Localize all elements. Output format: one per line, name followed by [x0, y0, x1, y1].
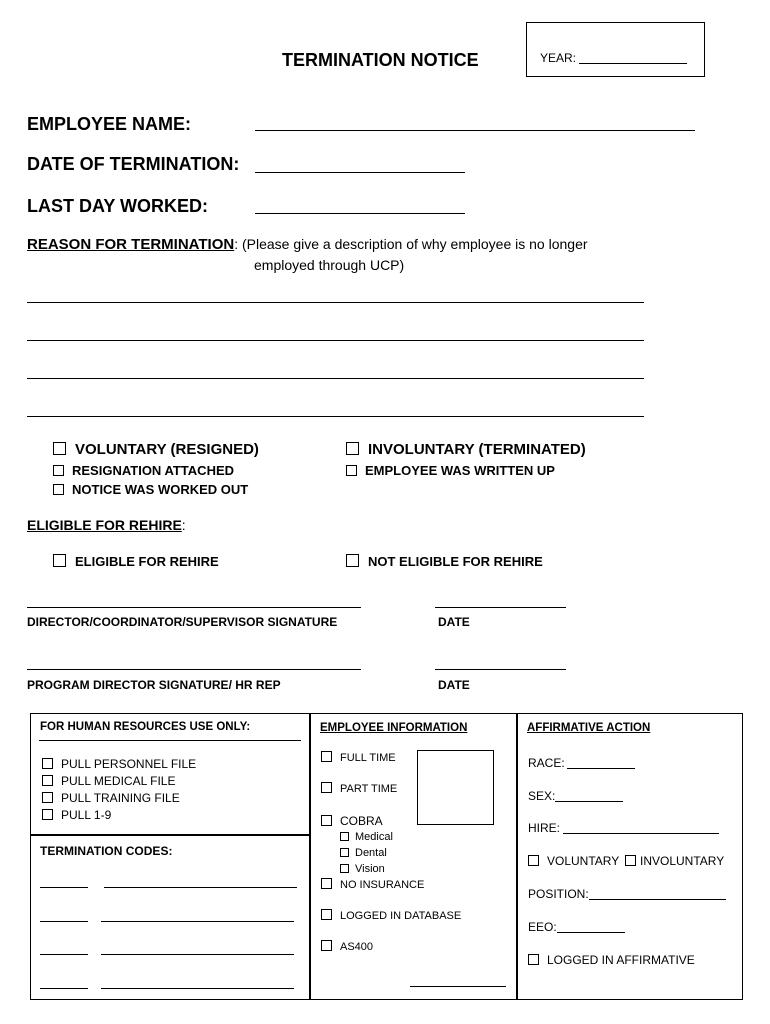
checkbox-icon[interactable] — [42, 775, 53, 786]
cobra-dental-option[interactable]: Dental — [340, 847, 387, 859]
date-label-2: DATE — [438, 678, 470, 692]
sex-label: SEX: — [528, 789, 556, 803]
hire-field[interactable] — [563, 833, 719, 834]
last-day-worked-label: LAST DAY WORKED: — [27, 196, 209, 216]
checkbox-icon[interactable] — [625, 855, 636, 866]
code-description-field[interactable] — [101, 988, 294, 989]
employee-info-field[interactable] — [410, 986, 506, 987]
rehire-label: ELIGIBLE FOR REHIRE — [27, 517, 182, 533]
reason-label: REASON FOR TERMINATION — [27, 236, 235, 253]
checkbox-icon[interactable] — [321, 751, 332, 762]
part-time-option[interactable]: PART TIME — [321, 782, 397, 795]
pull-training-item[interactable]: PULL TRAINING FILE — [42, 791, 180, 805]
code-field[interactable] — [40, 887, 88, 888]
cobra-medical-option[interactable]: Medical — [340, 831, 393, 843]
director-signature-line[interactable] — [27, 607, 361, 608]
last-day-worked-field[interactable] — [255, 213, 465, 214]
position-field[interactable] — [589, 899, 726, 900]
cobra-vision-option[interactable]: Vision — [340, 863, 385, 875]
eeo-field[interactable] — [557, 932, 625, 933]
notice-worked-out-option[interactable]: NOTICE WAS WORKED OUT — [53, 482, 248, 497]
involuntary-option[interactable]: INVOLUNTARY (TERMINATED) — [346, 441, 586, 458]
reason-line-1[interactable] — [27, 302, 644, 303]
hire-label: HIRE: — [528, 821, 561, 835]
rehire-heading: ELIGIBLE FOR REHIRE: — [27, 517, 186, 533]
involuntary-option-aa[interactable]: INVOLUNTARY — [625, 854, 724, 868]
checkbox-icon[interactable] — [53, 442, 66, 455]
reason-line-4[interactable] — [27, 416, 644, 417]
date-of-termination-field[interactable] — [255, 172, 465, 173]
checkbox-icon[interactable] — [321, 782, 332, 793]
written-up-option[interactable]: EMPLOYEE WAS WRITTEN UP — [346, 463, 555, 478]
cobra-option[interactable]: COBRA — [321, 814, 383, 828]
checkbox-icon[interactable] — [321, 940, 332, 951]
hr-use-box — [30, 713, 311, 836]
employee-info-box — [309, 713, 518, 1000]
as400-option[interactable]: AS400 — [321, 940, 373, 953]
position-label: POSITION: — [528, 887, 589, 901]
year-field[interactable] — [579, 63, 687, 64]
sex-field[interactable] — [555, 801, 623, 802]
reason-line-2[interactable] — [27, 340, 644, 341]
pull-personnel-item[interactable]: PULL PERSONNEL FILE — [42, 757, 196, 771]
pull-medical-item[interactable]: PULL MEDICAL FILE — [42, 774, 175, 788]
checkbox-icon[interactable] — [53, 465, 64, 476]
resignation-attached-option[interactable]: RESIGNATION ATTACHED — [53, 463, 234, 478]
affirmative-action-title: AFFIRMATIVE ACTION — [527, 722, 651, 734]
checkbox-icon[interactable] — [346, 554, 359, 567]
checkbox-icon[interactable] — [528, 954, 539, 965]
checkbox-icon[interactable] — [42, 809, 53, 820]
race-field[interactable] — [567, 768, 635, 769]
checkbox-icon[interactable] — [321, 815, 332, 826]
checkbox-icon[interactable] — [53, 554, 66, 567]
checkbox-icon[interactable] — [42, 758, 53, 769]
employee-info-title: EMPLOYEE INFORMATION — [320, 722, 468, 734]
eligible-rehire-option[interactable]: ELIGIBLE FOR REHIRE — [53, 554, 219, 569]
checkbox-icon[interactable] — [321, 878, 332, 889]
checkbox-icon[interactable] — [321, 909, 332, 920]
code-field[interactable] — [40, 954, 88, 955]
date-label-1: DATE — [438, 615, 470, 629]
code-field[interactable] — [40, 921, 88, 922]
eeo-label: EEO: — [528, 920, 557, 934]
director-signature-label: DIRECTOR/COORDINATOR/SUPERVISOR SIGNATURE — [27, 615, 338, 629]
not-eligible-rehire-option[interactable]: NOT ELIGIBLE FOR REHIRE — [346, 554, 543, 569]
checkbox-icon[interactable] — [42, 792, 53, 803]
photo-box — [417, 750, 494, 825]
reason-note-2: employed through UCP) — [254, 257, 405, 273]
reason-line-3[interactable] — [27, 378, 644, 379]
reason-heading — [27, 236, 588, 253]
hr-title-rule — [39, 740, 301, 741]
pull-1-9-item[interactable]: PULL 1-9 — [42, 808, 111, 822]
checkbox-icon[interactable] — [53, 484, 64, 495]
affirmative-action-box — [516, 713, 743, 1000]
code-description-field[interactable] — [101, 954, 294, 955]
reason-note-1: : (Please give a description of why employee is no longer — [234, 236, 588, 252]
voluntary-option-aa[interactable]: VOLUNTARY — [528, 854, 619, 868]
full-time-option[interactable]: FULL TIME — [321, 751, 396, 764]
program-signature-label: PROGRAM DIRECTOR SIGNATURE/ HR REP — [27, 678, 281, 692]
year-box — [526, 22, 705, 77]
code-description-field[interactable] — [104, 887, 297, 888]
hr-use-title: FOR HUMAN RESOURCES USE ONLY: — [40, 721, 251, 733]
checkbox-icon[interactable] — [346, 442, 359, 455]
logged-affirmative-option[interactable]: LOGGED IN AFFIRMATIVE — [528, 953, 695, 967]
voluntary-option[interactable]: VOLUNTARY (RESIGNED) — [53, 441, 259, 458]
checkbox-icon[interactable] — [528, 855, 539, 866]
checkbox-icon[interactable] — [340, 832, 349, 841]
checkbox-icon[interactable] — [340, 864, 349, 873]
race-label: RACE: — [528, 756, 565, 770]
checkbox-icon[interactable] — [340, 848, 349, 857]
page-title: TERMINATION NOTICE — [282, 50, 479, 70]
employee-name-field[interactable] — [255, 130, 695, 131]
employee-name-label: EMPLOYEE NAME: — [27, 114, 192, 134]
checkbox-icon[interactable] — [346, 465, 357, 476]
termination-codes-heading: TERMINATION CODES: — [40, 844, 173, 858]
date-line-1[interactable] — [435, 607, 566, 608]
logged-database-option[interactable]: LOGGED IN DATABASE — [321, 909, 461, 922]
code-field[interactable] — [40, 988, 88, 989]
no-insurance-option[interactable]: NO INSURANCE — [321, 878, 424, 891]
code-description-field[interactable] — [101, 921, 294, 922]
year-label: YEAR: — [540, 51, 577, 65]
program-signature-line[interactable] — [27, 669, 361, 670]
date-of-termination-label: DATE OF TERMINATION: — [27, 154, 240, 174]
termination-codes-box — [30, 834, 311, 1000]
date-line-2[interactable] — [435, 669, 566, 670]
